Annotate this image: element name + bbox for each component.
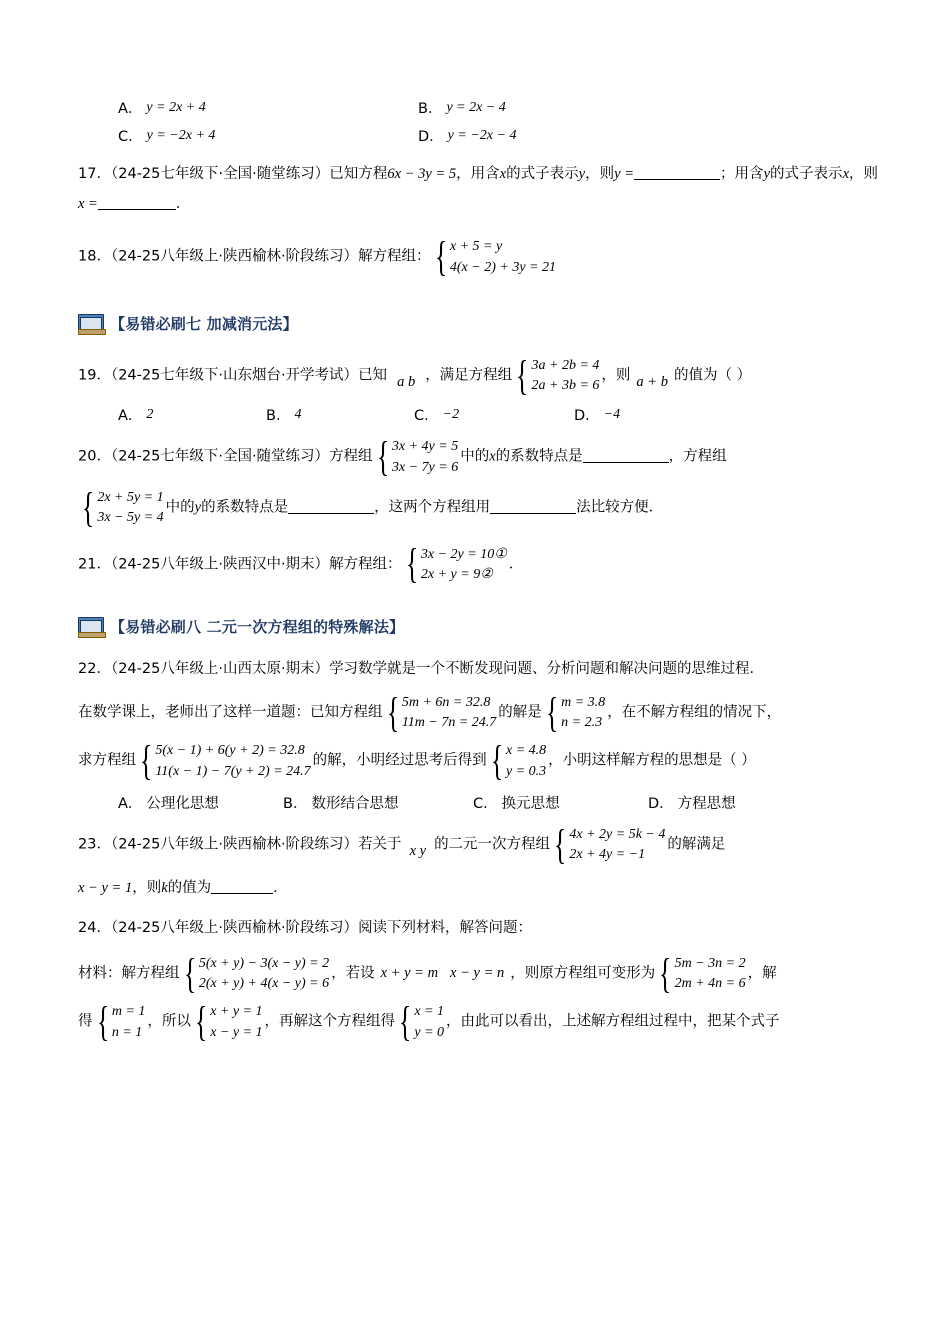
answer-blank-17-1[interactable]	[634, 165, 720, 181]
choice-C-label: C．	[118, 129, 143, 145]
brace-icon: {	[516, 353, 529, 400]
problem-17	[78, 160, 878, 219]
problem-19-number: 19．	[78, 367, 111, 384]
page-content	[78, 90, 879, 1046]
problem-22-sys1-eq-2: 11m − 7n = 24.7	[401, 715, 497, 731]
problem-19-choice-B[interactable]	[266, 404, 414, 425]
problem-22-choice-C-label: C．	[473, 796, 498, 813]
problem-24-line3-c: ，再解这个方程组得	[264, 1014, 396, 1031]
problem-22-line3-a: 求方程组	[78, 753, 136, 770]
choice-A-expr: y = 2x + 4	[146, 99, 206, 115]
problem-22-sys1-eq-1: 5m + 6n = 32.8	[401, 694, 491, 710]
problem-22-source: （24-25八年级上·山西太原·期末）	[110, 661, 330, 678]
choice-B[interactable]	[418, 97, 506, 118]
problem-19-choice-D[interactable]	[574, 404, 620, 425]
problem-22-choice-C-value: 换元思想	[501, 796, 560, 813]
problem-21-text-a: 解方程组：	[329, 556, 402, 573]
problem-19-choice-A-label: A．	[118, 408, 143, 425]
problem-20-source: （24-25七年级下·全国·随堂练习）	[110, 449, 330, 465]
problem-24-text-a: 阅读下列材料，解答问题：	[358, 920, 533, 937]
problem-20-var-1: x	[489, 449, 496, 465]
problem-22-system-4	[489, 738, 547, 785]
problem-24-line3-a: 得	[78, 1014, 93, 1031]
problem-24-line2-b: ，若设	[331, 965, 375, 982]
problem-19-text-c: ，则	[601, 367, 631, 384]
problem-22-line-3	[78, 738, 878, 785]
problem-19-choice-C[interactable]	[414, 404, 574, 425]
problem-24-number: 24．	[78, 920, 111, 937]
problem-23-text-b: 的二元一次方程组	[434, 836, 551, 853]
problem-17-text-f: 的式子表示	[770, 166, 843, 182]
problem-22-choice-A[interactable]	[118, 792, 283, 813]
brace-icon: {	[140, 738, 153, 785]
problem-22-sys2-eq-2: n = 2.3	[561, 715, 603, 731]
problem-17-var-3: y	[763, 166, 770, 182]
problem-17-text-e: ；用含	[720, 166, 764, 182]
problem-20-system-1	[375, 434, 459, 481]
problem-18	[78, 234, 878, 281]
problem-24-sys2-eq-1: 5m − 3n = 2	[674, 955, 746, 971]
problem-21-eq-1: 3x − 2y = 10①	[420, 546, 507, 562]
choice-A[interactable]	[118, 97, 418, 118]
problem-24-line2-a: 材料：解方程组	[78, 965, 180, 982]
brace-icon: {	[376, 434, 389, 481]
problem-17-text-a: 已知方程	[329, 166, 388, 182]
problem-22-sys4-eq-2: y = 0.3	[505, 763, 547, 779]
problem-21-text-b: ．	[508, 556, 524, 573]
problem-19-choice-B-label: B．	[266, 408, 291, 425]
problem-24-sub-1: x + y = m	[380, 965, 439, 982]
problem-19-text-d: 的值为（ ）	[673, 367, 752, 384]
problem-22-number: 22．	[78, 661, 111, 678]
problem-24-sys2-eq-2: 2m + 4n = 6	[674, 976, 746, 992]
problem-24-line3-b: ，所以	[147, 1014, 191, 1031]
problem-19-choice-A-value: 2	[146, 406, 154, 422]
problem-20-text-g: ，这两个方程组用	[374, 499, 491, 516]
problem-17-text-d: ，则	[585, 166, 615, 182]
problem-17-number: 17．	[78, 166, 111, 182]
problem-23-vars: x y	[409, 842, 427, 859]
choice-D[interactable]	[418, 125, 516, 146]
answer-blank-23[interactable]	[211, 879, 273, 895]
brace-icon: {	[399, 999, 412, 1046]
problem-20-text-a: 方程组	[329, 449, 373, 465]
problem-17-text-h: ．	[175, 195, 191, 212]
problem-24-sub-2: x − y = n	[450, 965, 505, 982]
brace-icon: {	[194, 999, 208, 1046]
problem-17-text-c: 的式子表示	[506, 166, 579, 182]
answer-blank-20-3[interactable]	[490, 498, 576, 514]
problem-22-system-2	[544, 689, 606, 737]
problem-20	[78, 434, 878, 481]
problem-22-choice-B-label: B．	[283, 796, 308, 813]
problem-21-eq-2: 2x + y = 9②	[420, 566, 493, 582]
problem-20-text-e: 中的	[165, 499, 195, 516]
brace-icon: {	[554, 822, 567, 869]
problem-17-source: （24-25七年级下·全国·随堂练习）	[110, 166, 330, 182]
problem-19-eq-2: 2a + 3b = 6	[531, 378, 600, 394]
problem-18-source: （24-25八年级上·陕西榆林·阶段练习）	[110, 249, 359, 266]
problem-22	[78, 655, 878, 685]
problem-24-system-5	[397, 999, 445, 1046]
problem-24-sys5-eq-2: y = 0	[414, 1024, 445, 1040]
problem-19-choice-D-value: −4	[603, 406, 621, 422]
problem-24-line2-c: ，则原方程组可变形为	[510, 965, 656, 982]
problem-21	[78, 541, 878, 588]
choice-D-expr: y = −2x − 4	[447, 127, 517, 143]
problem-24-system-4	[193, 999, 263, 1046]
answer-blank-20-2[interactable]	[288, 498, 374, 514]
problem-19-source: （24-25七年级下·山东烟台·开学考试）	[110, 367, 359, 384]
problem-17-var-4: x	[842, 166, 850, 182]
problem-17-equation-1: 6x − 3y = 5	[387, 166, 457, 182]
problem-20-cont	[78, 485, 878, 532]
problem-22-choice-C[interactable]	[473, 792, 648, 813]
problem-22-line3-c: ，小明这样解方程的思想是（ ）	[548, 753, 756, 770]
problem-23-text-c: 的解满足	[667, 836, 726, 853]
problem-20-system-2	[80, 485, 164, 532]
problem-21-system	[404, 541, 507, 588]
problem-22-choice-B[interactable]	[283, 792, 473, 813]
problem-22-line2-c: ，在不解方程组的情况下，	[607, 704, 782, 721]
problem-19-text-a: 已知	[358, 367, 388, 384]
problem-19-choice-B-value: 4	[294, 406, 302, 422]
problem-22-choice-D-value: 方程思想	[677, 796, 736, 813]
problem-23-text-g: ．	[273, 880, 288, 897]
problem-20-sys1-eq-2: 3x − 7y = 6	[391, 459, 459, 475]
problem-20-text-f: 的系数特点是	[201, 499, 289, 516]
choice-D-label: D．	[418, 129, 444, 145]
problem-19-text-b: ，满足方程组	[425, 367, 513, 384]
section-7-title: 【易错必刷七 加减消元法】	[110, 314, 298, 333]
brace-icon: {	[183, 950, 196, 998]
problem-21-source: （24-25八年级上·陕西汉中·期末）	[110, 556, 330, 573]
problem-24-sys5-eq-1: x = 1	[414, 1004, 445, 1020]
problem-20-sys1-eq-1: 3x + 4y = 5	[391, 439, 459, 455]
problem-22-sys2-eq-1: m = 3.8	[561, 694, 606, 710]
problem-19-choices	[118, 404, 878, 425]
problem-23	[78, 822, 878, 869]
problem-22-choice-D[interactable]	[648, 792, 740, 813]
problem-18-number: 18．	[78, 249, 111, 266]
problem-22-sys4-eq-1: x = 4.8	[505, 743, 547, 759]
problem-22-line-2	[78, 689, 878, 737]
problem-22-line3-b: 的解，小明经过思考后得到	[312, 753, 487, 770]
problem-22-choice-A-label: A．	[118, 796, 143, 813]
problem-18-eq-2: 4(x − 2) + 3y = 21	[449, 259, 556, 275]
problem-24-sys1-eq-1: 5(x + y) − 3(x − y) = 2	[198, 955, 330, 971]
problem-17-equation-3: x =	[78, 195, 98, 212]
problem-24-sys4-eq-2: x − y = 1	[210, 1024, 263, 1040]
problem-19-vars: a b	[397, 373, 416, 390]
problem-24-system-2	[657, 950, 746, 998]
problem-22-sys3-eq-2: 11(x − 1) − 7(y + 2) = 24.7	[155, 763, 311, 779]
answer-blank-17-2[interactable]	[98, 194, 176, 210]
problem-23-system	[552, 822, 666, 869]
problem-23-text-e: ，则	[132, 880, 162, 897]
choice-row-1	[118, 97, 878, 118]
problem-24-line-2	[78, 950, 878, 998]
problem-23-var-k: k	[161, 880, 168, 897]
problem-24-system-1	[182, 950, 330, 998]
problem-19-eq-1: 3a + 2b = 4	[531, 358, 600, 374]
problem-19-choice-C-value: −2	[442, 406, 460, 422]
choice-C[interactable]	[118, 125, 418, 146]
book-icon	[78, 615, 104, 637]
brace-icon: {	[659, 950, 672, 998]
problem-17-var-1: x	[499, 166, 507, 182]
problem-19-choice-C-label: C．	[414, 408, 439, 425]
brace-icon: {	[434, 234, 447, 281]
problem-18-eq-1: x + 5 = y	[449, 239, 503, 255]
problem-23-text-a: 若关于	[358, 836, 402, 853]
brace-icon: {	[405, 541, 418, 588]
problem-23-cont	[78, 874, 878, 904]
problem-17-text-g: ，则	[849, 166, 879, 182]
answer-blank-20-1[interactable]	[583, 448, 669, 464]
problem-22-choices	[118, 792, 878, 813]
problem-24-line-3	[78, 999, 878, 1046]
problem-22-sys3-eq-1: 5(x − 1) + 6(y + 2) = 32.8	[155, 743, 305, 759]
problem-22-line-1: 学习数学就是一个不断发现问题、分析问题和解决问题的思维过程．	[329, 661, 765, 678]
problem-24-system-3	[95, 999, 146, 1046]
choice-B-expr: y = 2x − 4	[446, 99, 506, 115]
choice-A-label: A．	[118, 101, 143, 117]
problem-20-sys2-eq-1: 2x + 5y = 1	[97, 489, 164, 505]
brace-icon: {	[96, 999, 109, 1046]
problem-23-eq-1: 4x + 2y = 5k − 4	[569, 827, 666, 843]
problem-24-line3-d: ，由此可以看出，上述解方程组过程中，把某个式子	[446, 1014, 780, 1031]
section-header-8	[78, 615, 878, 637]
problem-19-choice-A[interactable]	[118, 404, 266, 425]
problem-24-source: （24-25八年级上·陕西榆林·阶段练习）	[110, 920, 359, 937]
section-8-title: 【易错必刷八 二元一次方程组的特殊解法】	[110, 617, 405, 636]
problem-18-text-a: 解方程组：	[358, 249, 431, 266]
problem-17-text-b: ，用含	[456, 166, 500, 182]
problem-23-text-f: 的值为	[167, 880, 212, 897]
problem-22-choice-D-label: D．	[648, 796, 674, 813]
problem-23-condition: x − y = 1	[78, 880, 133, 897]
problem-22-system-1	[385, 689, 497, 737]
problem-24	[78, 914, 878, 944]
problem-22-line2-a: 在数学课上，老师出了这样一道题：已知方程组	[78, 704, 383, 721]
problem-22-line2-b: 的解是	[498, 704, 542, 721]
problem-24-line2-d: ，解	[747, 965, 777, 982]
problem-23-eq-2: 2x + 4y = −1	[569, 847, 646, 863]
brace-icon: {	[490, 738, 503, 785]
problem-20-var-2: y	[194, 499, 202, 516]
brace-icon: {	[82, 485, 95, 532]
problem-19	[78, 353, 878, 400]
problem-22-system-3	[138, 738, 311, 785]
problem-18-system	[433, 234, 556, 281]
book-icon	[78, 312, 104, 334]
problem-24-sys4-eq-1: x + y = 1	[210, 1004, 263, 1020]
problem-20-text-b: 中的	[460, 449, 490, 465]
problem-20-text-h: 法比较方便．	[576, 499, 664, 516]
problem-20-number: 20．	[78, 449, 111, 465]
problem-23-number: 23．	[78, 836, 111, 853]
problem-22-choice-A-value: 公理化思想	[146, 796, 219, 813]
problem-24-sys3-eq-1: m = 1	[111, 1004, 146, 1020]
problem-21-number: 21．	[78, 556, 111, 573]
problem-17-equation-2: y =	[614, 166, 635, 182]
problem-20-text-c: 的系数特点是	[495, 449, 583, 465]
section-header-7	[78, 312, 878, 334]
problem-22-choice-B-value: 数形结合思想	[311, 796, 399, 813]
brace-icon: {	[545, 689, 559, 737]
brace-icon: {	[386, 689, 399, 737]
problem-20-text-d: ，方程组	[668, 449, 727, 465]
problem-19-choice-D-label: D．	[574, 408, 600, 425]
problem-19-system	[514, 353, 600, 400]
problem-19-expr: a + b	[636, 373, 668, 390]
problem-20-sys2-eq-2: 3x − 5y = 4	[97, 510, 164, 526]
choice-row-2	[118, 125, 878, 146]
problem-17-var-2: y	[578, 166, 586, 182]
problem-24-sys1-eq-2: 2(x + y) + 4(x − y) = 6	[198, 976, 330, 992]
choice-B-label: B．	[418, 101, 443, 117]
choice-C-expr: y = −2x + 4	[146, 127, 216, 143]
problem-24-sys3-eq-2: n = 1	[111, 1024, 143, 1040]
problem-23-source: （24-25八年级上·陕西榆林·阶段练习）	[110, 836, 359, 853]
